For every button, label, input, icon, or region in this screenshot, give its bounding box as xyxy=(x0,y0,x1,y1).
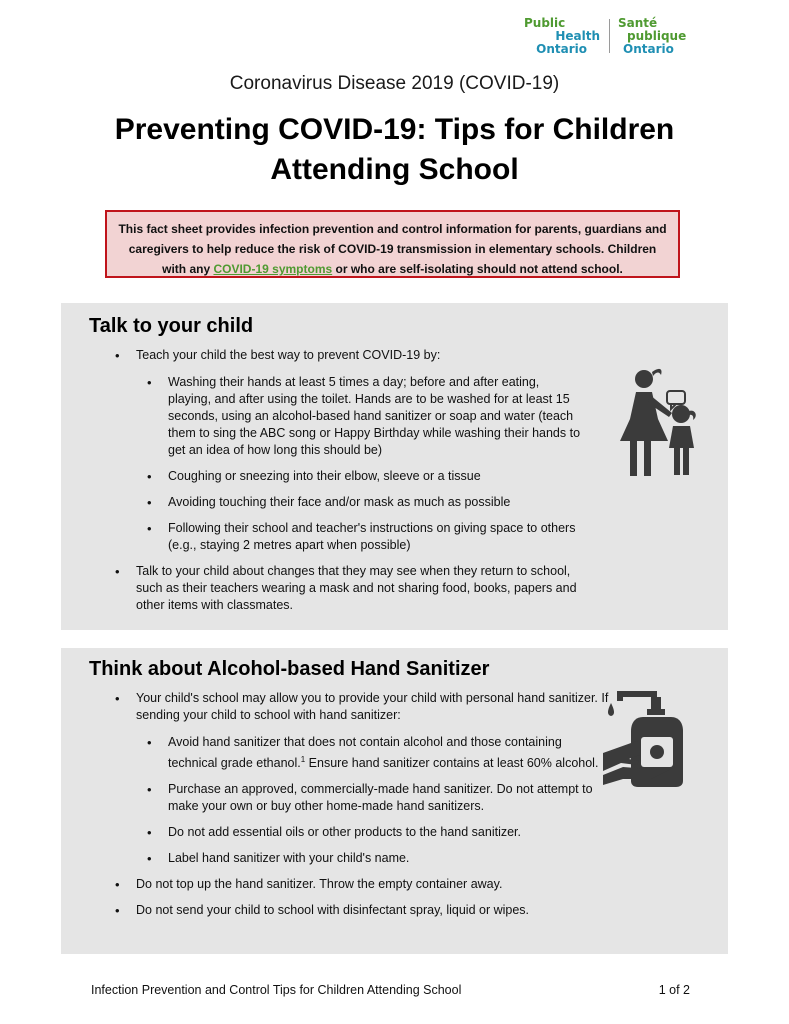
bullet-list xyxy=(108,690,611,928)
footer-title: Infection Prevention and Control Tips for Children Attending School xyxy=(91,983,462,997)
sub-bullet-list xyxy=(136,374,583,554)
document-subtitle: Coronavirus Disease 2019 (COVID-19) xyxy=(229,73,560,94)
notice-box xyxy=(105,210,680,278)
list-item: • Following their school and teacher's instructions on giving space to others (e.g., staying 2 metres apart when possible) xyxy=(168,520,583,554)
logo-divider xyxy=(609,19,610,53)
logo-french: Santé publique Ontario xyxy=(618,16,687,56)
list-item: • Do not add essential oils or other products to the hand sanitizer. xyxy=(168,824,611,841)
list-item: • Teach your child the best way to prevent COVID-19 by: • Washing their hands at least 5 times a day; before and after eating, playing, and after using the toilet. Hands are to be washed for at least 15 seconds, using an alcohol-based hand sanitizer or soap and water (teach them to sing the ABC song or Happy Birthday while washing their hands to get an idea of how long this should be) • Coughing or sneezing into their elbow, sleeve or a tissue • Avoiding touching their face and/or mask as much as possible • Following their school and teacher's instructions on giving space to others (e.g., staying 2 metres apart when possible) xyxy=(136,347,591,554)
notice-text-end: or who are self-isolating should not attend school. xyxy=(332,262,623,276)
list-item: • Your child's school may allow you to provide your child with personal hand sanitizer. If sending your child to school with hand sanitizer: • Avoid hand sanitizer that does not contain alcohol and those containing technical grade ethanol.$^1$ Ensure hand sanitizer contains at least 60% alcohol. • Purchase an approved, commercially-made hand sanitizer. Do not attempt to make your own or buy other home-made hand sanitizers. • Do not add essential oils or other products to the hand sanitizer. • Label hand sanitizer with your child's name. xyxy=(136,690,611,867)
footnote-ref: 1 xyxy=(300,755,306,764)
public-health-ontario-logo xyxy=(524,17,724,59)
section-heading: Talk to your child xyxy=(89,315,254,337)
section-heading: Think about Alcohol-based Hand Sanitizer xyxy=(89,658,490,680)
section-talk-to-your-child xyxy=(61,303,728,630)
section-hand-sanitizer xyxy=(61,648,728,954)
notice-text-start: This fact sheet provides infection prevention and control information for parents, guardians and caregivers to help reduce the risk of COVID-19 transmission in elementary schools. Children with any xyxy=(118,222,667,276)
document-title: Preventing COVID-19: Tips for Children Attending School xyxy=(114,113,675,186)
logo-english: Public Health Ontario xyxy=(524,16,600,56)
list-item: • Label hand sanitizer with your child's name. xyxy=(168,850,611,867)
list-item: • Coughing or sneezing into their elbow, sleeve or a tissue xyxy=(168,468,583,485)
list-item: • Do not send your child to school with disinfectant spray, liquid or wipes. xyxy=(136,902,611,919)
bullet-list xyxy=(108,347,591,614)
list-item: • Talk to your child about changes that they may see when they return to school, such as their teachers wearing a mask and not sharing food, books, papers and other items with classmates. xyxy=(136,563,591,614)
hand-sanitizer-icon xyxy=(601,681,711,789)
sub-bullet-list xyxy=(136,734,611,867)
list-item: • Do not top up the hand sanitizer. Throw the empty container away. xyxy=(136,876,611,893)
covid-symptoms-link[interactable]: COVID-19 symptoms xyxy=(213,262,333,276)
parent-child-icon xyxy=(612,363,706,478)
page-number: 1 of 2 xyxy=(658,983,690,997)
list-item: • Purchase an approved, commercially-made hand sanitizer. Do not attempt to make your own or buy other home-made hand sanitizers. xyxy=(168,781,611,815)
list-item: • Avoid hand sanitizer that does not contain alcohol and those containing technical grade ethanol.$^1$ Ensure hand sanitizer contains at least 60% alcohol. xyxy=(168,734,611,772)
list-item: • Avoiding touching their face and/or mask as much as possible xyxy=(168,494,583,511)
list-item: • Washing their hands at least 5 times a day; before and after eating, playing, and after using the toilet. Hands are to be washed for at least 15 seconds, using an alcohol-based hand sanitizer or soap and water (teach them to sing the ABC song or Happy Birthday while washing their hands to get an idea of how long this should be) xyxy=(168,374,583,459)
